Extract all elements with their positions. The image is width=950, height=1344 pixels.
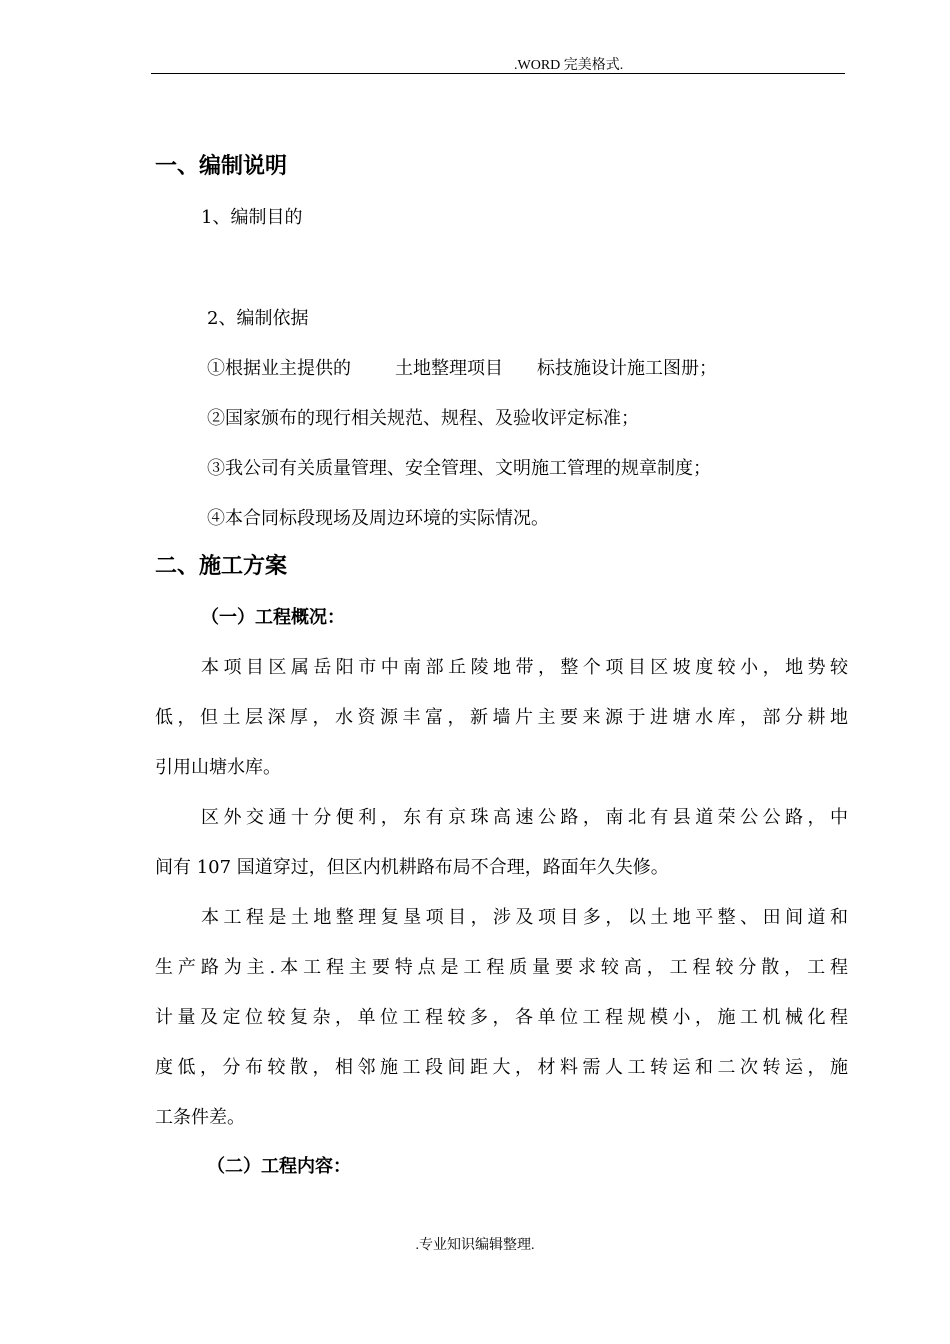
paragraph-line: 度低，分布较散，相邻施工段间距大，材料需人工转运和二次转运，施 — [155, 1057, 848, 1078]
paragraph-overview-2 — [155, 793, 848, 893]
subsection-content: （二）工程内容： — [207, 1156, 351, 1177]
paragraph-line: 引用山塘水库。 — [155, 757, 281, 778]
paragraph-line: 区外交通十分便利，东有京珠高速公路，南北有县道荣公公路，中 — [201, 807, 848, 828]
basis-item-1-a: ①根据业主提供的 — [207, 358, 351, 379]
subsection-basis: 2、编制依据 — [207, 308, 309, 329]
paragraph-line: 间有 107 国道穿过，但区内机耕路布局不合理，路面年久失修。 — [155, 857, 669, 878]
section-title-2: 二、施工方案 — [155, 554, 288, 579]
page-footer: .专业知识编辑整理. — [415, 1238, 535, 1253]
header-rule — [151, 73, 845, 74]
basis-item-1-c: 标技施设计施工图册； — [537, 358, 717, 379]
paragraph-line: 本项目区属岳阳市中南部丘陵地带，整个项目区坡度较小，地势较 — [201, 657, 848, 678]
basis-item-1-b: 土地整理项目 — [395, 358, 503, 379]
paragraph-line: 低，但土层深厚，水资源丰富，新墙片主要来源于进塘水库，部分耕地 — [155, 707, 848, 728]
paragraph-line: 本工程是土地整理复垦项目，涉及项目多，以土地平整、田间道和 — [201, 907, 848, 928]
paragraph-line: 工条件差。 — [155, 1107, 245, 1128]
subsection-overview: （一）工程概况： — [201, 607, 345, 628]
subsection-purpose: 1、编制目的 — [201, 207, 303, 228]
basis-item-1 — [207, 360, 717, 378]
basis-item-4: ④本合同标段现场及周边环境的实际情况。 — [207, 508, 549, 529]
section-title-1: 一、编制说明 — [155, 154, 288, 179]
paragraph-overview-1 — [155, 643, 848, 793]
paragraph-overview-3 — [155, 893, 848, 1143]
paragraph-line: 生产路为主.本工程主要特点是工程质量要求较高，工程较分散，工程 — [155, 957, 848, 978]
basis-item-3: ③我公司有关质量管理、安全管理、文明施工管理的规章制度； — [207, 458, 711, 479]
page-header: .WORD 完美格式. — [514, 58, 624, 73]
basis-item-2: ②国家颁布的现行相关规范、规程、及验收评定标准； — [207, 408, 639, 429]
paragraph-line: 计量及定位较复杂，单位工程较多，各单位工程规模小，施工机械化程 — [155, 1007, 848, 1028]
